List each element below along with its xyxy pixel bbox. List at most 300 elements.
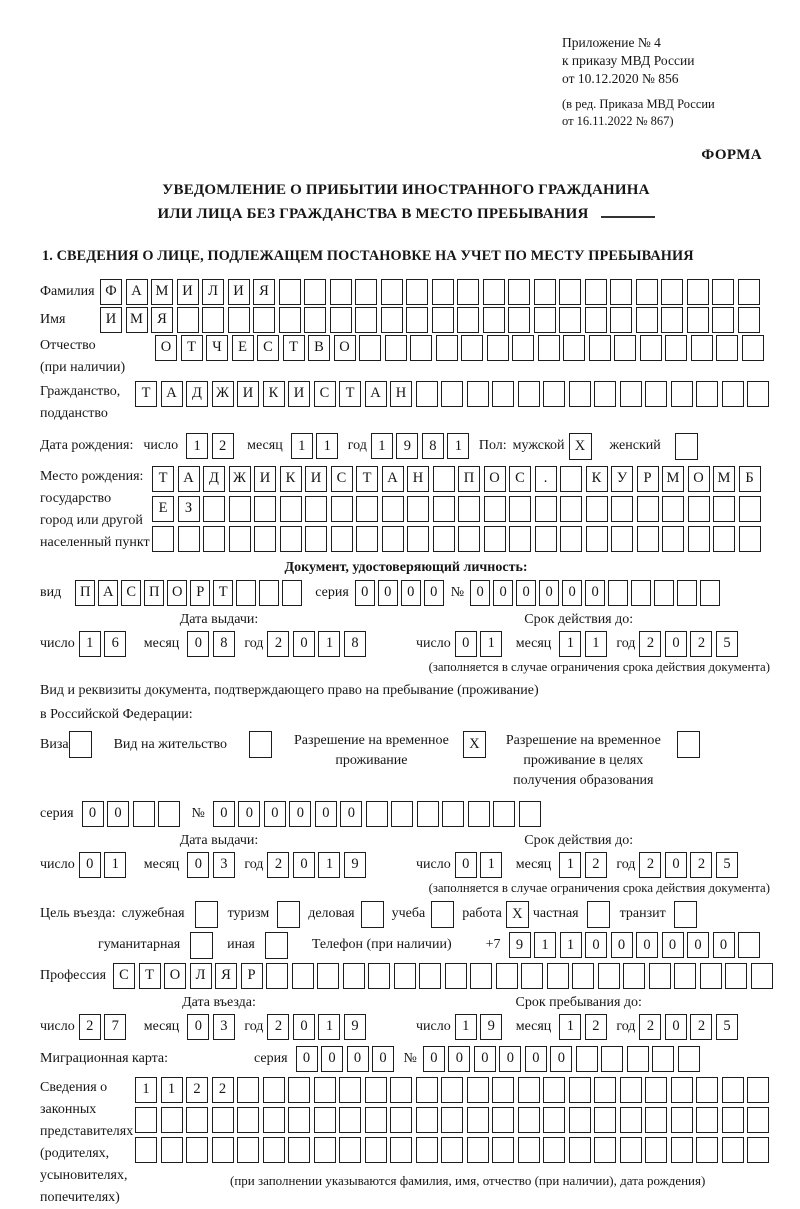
char-cell[interactable]: [614, 335, 636, 361]
char-cell[interactable]: [135, 1107, 157, 1133]
char-cell[interactable]: [152, 526, 174, 552]
valid-day-cells[interactable]: [455, 631, 506, 657]
valid-year-cells[interactable]: [639, 631, 741, 657]
char-cell[interactable]: [330, 279, 352, 305]
char-cell[interactable]: [236, 580, 256, 606]
temp-permit-checkbox[interactable]: X: [463, 731, 486, 758]
char-cell[interactable]: [569, 1077, 591, 1103]
char-cell[interactable]: [569, 1137, 591, 1163]
char-cell[interactable]: [229, 526, 251, 552]
char-cell[interactable]: [385, 335, 407, 361]
char-cell[interactable]: [355, 307, 377, 333]
char-cell[interactable]: 0: [470, 580, 490, 606]
char-cell[interactable]: [594, 1137, 616, 1163]
char-cell[interactable]: 2: [639, 852, 661, 878]
residence-series-cells[interactable]: [82, 801, 184, 827]
char-cell[interactable]: [725, 963, 747, 989]
char-cell[interactable]: 0: [355, 580, 375, 606]
char-cell[interactable]: [569, 1107, 591, 1133]
char-cell[interactable]: [620, 1137, 642, 1163]
char-cell[interactable]: 1: [560, 932, 582, 958]
char-cell[interactable]: [432, 307, 454, 333]
char-cell[interactable]: [417, 801, 439, 827]
char-cell[interactable]: [178, 526, 200, 552]
char-cell[interactable]: [458, 526, 480, 552]
issue-month-cells[interactable]: [187, 852, 238, 878]
char-cell[interactable]: [586, 526, 608, 552]
char-cell[interactable]: [317, 963, 339, 989]
char-cell[interactable]: [661, 307, 683, 333]
char-cell[interactable]: [739, 496, 761, 522]
char-cell[interactable]: [445, 963, 467, 989]
char-cell[interactable]: 1: [371, 433, 393, 459]
phone-cells[interactable]: [509, 932, 764, 958]
char-cell[interactable]: А: [161, 381, 183, 407]
char-cell[interactable]: 1: [480, 631, 502, 657]
char-cell[interactable]: Т: [283, 335, 305, 361]
char-cell[interactable]: [610, 307, 632, 333]
char-cell[interactable]: 0: [340, 801, 362, 827]
char-cell[interactable]: [512, 335, 534, 361]
char-cell[interactable]: [722, 1107, 744, 1133]
char-cell[interactable]: 1: [447, 433, 469, 459]
char-cell[interactable]: Я: [151, 307, 173, 333]
char-cell[interactable]: 8: [213, 631, 235, 657]
char-cell[interactable]: 0: [107, 801, 129, 827]
char-cell[interactable]: К: [586, 466, 608, 492]
char-cell[interactable]: С: [509, 466, 531, 492]
char-cell[interactable]: [394, 963, 416, 989]
char-cell[interactable]: [674, 963, 696, 989]
char-cell[interactable]: [416, 1107, 438, 1133]
char-cell[interactable]: [610, 279, 632, 305]
char-cell[interactable]: В: [308, 335, 330, 361]
issue-year-cells[interactable]: [267, 852, 369, 878]
char-cell[interactable]: [263, 1137, 285, 1163]
char-cell[interactable]: 0: [662, 932, 684, 958]
char-cell[interactable]: 0: [499, 1046, 521, 1072]
char-cell[interactable]: О: [155, 335, 177, 361]
char-cell[interactable]: 2: [267, 631, 289, 657]
char-cell[interactable]: [433, 526, 455, 552]
char-cell[interactable]: 0: [289, 801, 311, 827]
valid-year-cells[interactable]: [639, 852, 741, 878]
char-cell[interactable]: 1: [480, 852, 502, 878]
stay-day-cells[interactable]: [455, 1014, 506, 1040]
char-cell[interactable]: 1: [318, 1014, 340, 1040]
char-cell[interactable]: [441, 1137, 463, 1163]
char-cell[interactable]: 6: [104, 631, 126, 657]
char-cell[interactable]: Я: [253, 279, 275, 305]
char-cell[interactable]: 2: [690, 1014, 712, 1040]
char-cell[interactable]: [601, 1046, 623, 1072]
char-cell[interactable]: 1: [534, 932, 556, 958]
valid-month-cells[interactable]: [559, 631, 610, 657]
char-cell[interactable]: М: [126, 307, 148, 333]
char-cell[interactable]: К: [263, 381, 285, 407]
char-cell[interactable]: 2: [639, 1014, 661, 1040]
char-cell[interactable]: [406, 279, 428, 305]
char-cell[interactable]: [263, 1077, 285, 1103]
char-cell[interactable]: 2: [585, 852, 607, 878]
char-cell[interactable]: [636, 279, 658, 305]
char-cell[interactable]: 0: [665, 852, 687, 878]
char-cell[interactable]: [712, 307, 734, 333]
char-cell[interactable]: [747, 381, 769, 407]
char-cell[interactable]: [713, 496, 735, 522]
char-cell[interactable]: 0: [293, 852, 315, 878]
char-cell[interactable]: 1: [559, 852, 581, 878]
purpose-humanitarian-checkbox[interactable]: [190, 932, 213, 959]
char-cell[interactable]: [620, 1107, 642, 1133]
char-cell[interactable]: [521, 963, 543, 989]
char-cell[interactable]: [441, 1107, 463, 1133]
char-cell[interactable]: [339, 1077, 361, 1103]
char-cell[interactable]: 0: [665, 1014, 687, 1040]
entry-year-cells[interactable]: [267, 1014, 369, 1040]
char-cell[interactable]: 1: [316, 433, 338, 459]
char-cell[interactable]: [594, 1107, 616, 1133]
char-cell[interactable]: [738, 279, 760, 305]
char-cell[interactable]: [390, 1137, 412, 1163]
char-cell[interactable]: [569, 381, 591, 407]
char-cell[interactable]: И: [177, 279, 199, 305]
char-cell[interactable]: А: [382, 466, 404, 492]
char-cell[interactable]: 0: [665, 631, 687, 657]
char-cell[interactable]: [594, 381, 616, 407]
char-cell[interactable]: С: [331, 466, 353, 492]
char-cell[interactable]: [135, 1137, 157, 1163]
char-cell[interactable]: [487, 335, 509, 361]
birth-month-cells[interactable]: [291, 433, 342, 459]
char-cell[interactable]: [560, 466, 582, 492]
char-cell[interactable]: [441, 1077, 463, 1103]
char-cell[interactable]: [572, 963, 594, 989]
entry-month-cells[interactable]: [187, 1014, 238, 1040]
char-cell[interactable]: Е: [152, 496, 174, 522]
char-cell[interactable]: 1: [291, 433, 313, 459]
char-cell[interactable]: [645, 1137, 667, 1163]
char-cell[interactable]: [263, 1107, 285, 1133]
char-cell[interactable]: 3: [213, 1014, 235, 1040]
char-cell[interactable]: [253, 307, 275, 333]
char-cell[interactable]: [416, 1077, 438, 1103]
char-cell[interactable]: [432, 279, 454, 305]
char-cell[interactable]: [611, 496, 633, 522]
char-cell[interactable]: М: [662, 466, 684, 492]
char-cell[interactable]: [492, 381, 514, 407]
char-cell[interactable]: 9: [396, 433, 418, 459]
char-cell[interactable]: 0: [550, 1046, 572, 1072]
char-cell[interactable]: [738, 307, 760, 333]
char-cell[interactable]: [133, 801, 155, 827]
char-cell[interactable]: 5: [716, 852, 738, 878]
char-cell[interactable]: [237, 1077, 259, 1103]
char-cell[interactable]: [508, 279, 530, 305]
char-cell[interactable]: [696, 1137, 718, 1163]
representatives-row3-cells[interactable]: [135, 1137, 773, 1163]
char-cell[interactable]: Р: [241, 963, 263, 989]
char-cell[interactable]: [266, 963, 288, 989]
char-cell[interactable]: [598, 963, 620, 989]
migration-number-cells[interactable]: [423, 1046, 704, 1072]
birth-year-cells[interactable]: [371, 433, 473, 459]
char-cell[interactable]: [518, 1137, 540, 1163]
char-cell[interactable]: [461, 335, 483, 361]
char-cell[interactable]: З: [178, 496, 200, 522]
char-cell[interactable]: 5: [716, 1014, 738, 1040]
char-cell[interactable]: [492, 1107, 514, 1133]
char-cell[interactable]: 0: [187, 852, 209, 878]
char-cell[interactable]: Б: [739, 466, 761, 492]
char-cell[interactable]: [382, 496, 404, 522]
char-cell[interactable]: 0: [493, 580, 513, 606]
char-cell[interactable]: Т: [181, 335, 203, 361]
char-cell[interactable]: 0: [585, 932, 607, 958]
char-cell[interactable]: [279, 279, 301, 305]
char-cell[interactable]: Т: [339, 381, 361, 407]
representatives-row1-cells[interactable]: [135, 1077, 773, 1103]
birth-place-row2-cells[interactable]: [152, 496, 764, 522]
char-cell[interactable]: 1: [585, 631, 607, 657]
char-cell[interactable]: 2: [690, 631, 712, 657]
char-cell[interactable]: [700, 580, 720, 606]
char-cell[interactable]: [359, 335, 381, 361]
char-cell[interactable]: [687, 279, 709, 305]
migration-series-cells[interactable]: [296, 1046, 398, 1072]
char-cell[interactable]: [751, 963, 773, 989]
char-cell[interactable]: Ф: [100, 279, 122, 305]
char-cell[interactable]: 9: [344, 1014, 366, 1040]
char-cell[interactable]: [288, 1107, 310, 1133]
char-cell[interactable]: 0: [347, 1046, 369, 1072]
char-cell[interactable]: [518, 1107, 540, 1133]
char-cell[interactable]: 0: [713, 932, 735, 958]
char-cell[interactable]: [470, 963, 492, 989]
char-cell[interactable]: [279, 307, 301, 333]
char-cell[interactable]: 2: [267, 852, 289, 878]
char-cell[interactable]: [158, 801, 180, 827]
char-cell[interactable]: У: [611, 466, 633, 492]
char-cell[interactable]: [212, 1137, 234, 1163]
char-cell[interactable]: Т: [135, 381, 157, 407]
char-cell[interactable]: [688, 496, 710, 522]
char-cell[interactable]: [620, 381, 642, 407]
char-cell[interactable]: [390, 1077, 412, 1103]
char-cell[interactable]: [661, 279, 683, 305]
char-cell[interactable]: 0: [525, 1046, 547, 1072]
char-cell[interactable]: [203, 496, 225, 522]
char-cell[interactable]: 2: [212, 433, 234, 459]
char-cell[interactable]: [314, 1137, 336, 1163]
surname-cells[interactable]: [100, 279, 763, 305]
char-cell[interactable]: [559, 307, 581, 333]
char-cell[interactable]: [739, 526, 761, 552]
char-cell[interactable]: П: [144, 580, 164, 606]
visa-checkbox[interactable]: [69, 731, 92, 758]
char-cell[interactable]: О: [484, 466, 506, 492]
char-cell[interactable]: [457, 307, 479, 333]
char-cell[interactable]: 1: [161, 1077, 183, 1103]
char-cell[interactable]: [282, 580, 302, 606]
char-cell[interactable]: 0: [315, 801, 337, 827]
char-cell[interactable]: 2: [690, 852, 712, 878]
char-cell[interactable]: [330, 307, 352, 333]
char-cell[interactable]: [560, 526, 582, 552]
char-cell[interactable]: И: [305, 466, 327, 492]
char-cell[interactable]: П: [458, 466, 480, 492]
char-cell[interactable]: Л: [202, 279, 224, 305]
char-cell[interactable]: [343, 963, 365, 989]
char-cell[interactable]: 0: [423, 1046, 445, 1072]
char-cell[interactable]: 0: [372, 1046, 394, 1072]
char-cell[interactable]: [305, 526, 327, 552]
purpose-work-checkbox[interactable]: X: [506, 901, 529, 928]
char-cell[interactable]: 1: [455, 1014, 477, 1040]
char-cell[interactable]: [365, 1137, 387, 1163]
char-cell[interactable]: [594, 1077, 616, 1103]
char-cell[interactable]: 2: [267, 1014, 289, 1040]
char-cell[interactable]: [203, 526, 225, 552]
char-cell[interactable]: 1: [104, 852, 126, 878]
char-cell[interactable]: Ж: [212, 381, 234, 407]
name-cells[interactable]: [100, 307, 763, 333]
issue-year-cells[interactable]: [267, 631, 369, 657]
char-cell[interactable]: [407, 496, 429, 522]
char-cell[interactable]: [382, 526, 404, 552]
char-cell[interactable]: [608, 580, 628, 606]
char-cell[interactable]: [458, 496, 480, 522]
char-cell[interactable]: 0: [293, 631, 315, 657]
char-cell[interactable]: [722, 1077, 744, 1103]
doc-series-cells[interactable]: [355, 580, 447, 606]
char-cell[interactable]: [237, 1107, 259, 1133]
char-cell[interactable]: [671, 1107, 693, 1133]
char-cell[interactable]: [331, 526, 353, 552]
char-cell[interactable]: 1: [559, 1014, 581, 1040]
char-cell[interactable]: [467, 1107, 489, 1133]
char-cell[interactable]: [671, 381, 693, 407]
char-cell[interactable]: [747, 1107, 769, 1133]
purpose-official-checkbox[interactable]: [195, 901, 218, 928]
char-cell[interactable]: [637, 526, 659, 552]
char-cell[interactable]: [645, 381, 667, 407]
char-cell[interactable]: .: [535, 466, 557, 492]
char-cell[interactable]: 1: [79, 631, 101, 657]
char-cell[interactable]: 1: [186, 433, 208, 459]
char-cell[interactable]: М: [151, 279, 173, 305]
char-cell[interactable]: Н: [407, 466, 429, 492]
char-cell[interactable]: [355, 279, 377, 305]
char-cell[interactable]: [365, 1107, 387, 1133]
char-cell[interactable]: [467, 381, 489, 407]
char-cell[interactable]: [457, 279, 479, 305]
doc-number-cells[interactable]: [470, 580, 723, 606]
char-cell[interactable]: [407, 526, 429, 552]
char-cell[interactable]: [543, 1107, 565, 1133]
char-cell[interactable]: [259, 580, 279, 606]
char-cell[interactable]: [493, 801, 515, 827]
char-cell[interactable]: [747, 1137, 769, 1163]
char-cell[interactable]: [442, 801, 464, 827]
char-cell[interactable]: Т: [139, 963, 161, 989]
char-cell[interactable]: [560, 496, 582, 522]
char-cell[interactable]: [483, 307, 505, 333]
char-cell[interactable]: [535, 496, 557, 522]
char-cell[interactable]: 1: [318, 852, 340, 878]
char-cell[interactable]: 0: [611, 932, 633, 958]
char-cell[interactable]: О: [334, 335, 356, 361]
representatives-row2-cells[interactable]: [135, 1107, 773, 1133]
char-cell[interactable]: 2: [585, 1014, 607, 1040]
char-cell[interactable]: [436, 335, 458, 361]
purpose-private-checkbox[interactable]: [587, 901, 610, 928]
char-cell[interactable]: И: [254, 466, 276, 492]
char-cell[interactable]: 1: [559, 631, 581, 657]
purpose-study-checkbox[interactable]: [431, 901, 454, 928]
char-cell[interactable]: [696, 381, 718, 407]
char-cell[interactable]: [161, 1107, 183, 1133]
char-cell[interactable]: 0: [187, 631, 209, 657]
char-cell[interactable]: [662, 496, 684, 522]
char-cell[interactable]: 2: [79, 1014, 101, 1040]
purpose-tourism-checkbox[interactable]: [277, 901, 300, 928]
char-cell[interactable]: [631, 580, 651, 606]
doc-type-cells[interactable]: [75, 580, 305, 606]
char-cell[interactable]: [410, 335, 432, 361]
char-cell[interactable]: [280, 496, 302, 522]
char-cell[interactable]: [535, 526, 557, 552]
char-cell[interactable]: [696, 1077, 718, 1103]
char-cell[interactable]: 3: [213, 852, 235, 878]
citizenship-cells[interactable]: [135, 381, 773, 407]
char-cell[interactable]: [391, 801, 413, 827]
purpose-other-checkbox[interactable]: [265, 932, 288, 959]
char-cell[interactable]: Р: [637, 466, 659, 492]
char-cell[interactable]: 9: [480, 1014, 502, 1040]
char-cell[interactable]: [381, 279, 403, 305]
char-cell[interactable]: 0: [539, 580, 559, 606]
char-cell[interactable]: [356, 526, 378, 552]
char-cell[interactable]: 0: [636, 932, 658, 958]
char-cell[interactable]: [381, 307, 403, 333]
char-cell[interactable]: [416, 1137, 438, 1163]
char-cell[interactable]: [687, 307, 709, 333]
char-cell[interactable]: [186, 1107, 208, 1133]
char-cell[interactable]: [538, 335, 560, 361]
char-cell[interactable]: 0: [187, 1014, 209, 1040]
char-cell[interactable]: [305, 496, 327, 522]
char-cell[interactable]: [543, 381, 565, 407]
char-cell[interactable]: [585, 307, 607, 333]
char-cell[interactable]: Т: [356, 466, 378, 492]
char-cell[interactable]: [406, 307, 428, 333]
char-cell[interactable]: [508, 307, 530, 333]
char-cell[interactable]: [365, 1077, 387, 1103]
char-cell[interactable]: [518, 381, 540, 407]
char-cell[interactable]: [496, 963, 518, 989]
char-cell[interactable]: И: [288, 381, 310, 407]
char-cell[interactable]: [547, 963, 569, 989]
char-cell[interactable]: 7: [104, 1014, 126, 1040]
birth-day-cells[interactable]: [186, 433, 237, 459]
char-cell[interactable]: 8: [344, 631, 366, 657]
char-cell[interactable]: [366, 801, 388, 827]
char-cell[interactable]: 0: [424, 580, 444, 606]
char-cell[interactable]: [280, 526, 302, 552]
char-cell[interactable]: 2: [639, 631, 661, 657]
char-cell[interactable]: [722, 381, 744, 407]
